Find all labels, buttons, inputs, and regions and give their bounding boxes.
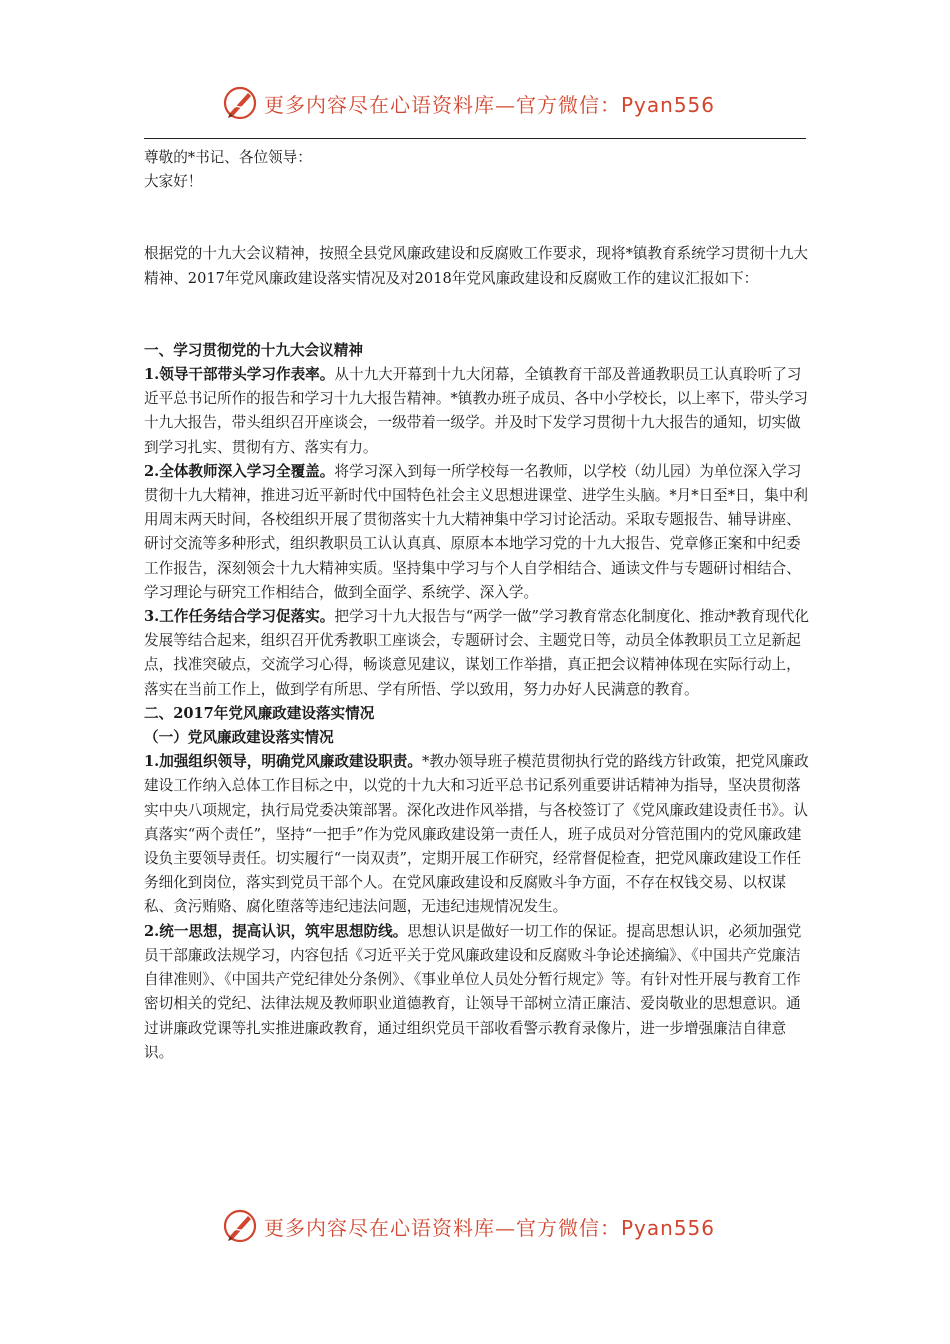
pen-logo-icon (222, 85, 258, 121)
intro-paragraph: 根据党的十九大会议精神，按照全县党风廉政建设和反腐败工作要求，现将*镇教育系统学习贯彻十九大精神、2017年党风廉政建设落实情况及对2018年党风廉政建设和反腐败工作的建议汇报如下： (144, 245, 809, 287)
paragraph-body: 将学习深入到每一所学校每一名教师，以学校（幼儿园）为单位深入学习贯彻十九大精神，推进习近平新时代中国特色社会主义思想进课堂、进学生头脑。*月*日至*日，集中利用周末两天时间，各校组织开展了贯彻落实十九大精神集中学习讨论活动。采取专题报告、辅导讲座、研讨交流等多种形式，组织教职员工认认真真、原原本本地学习党的十九大报告、党章修正案和中纪委工作报告，深刻领会十九大精神实质。坚持集中学习与个人自学相结合、通读文件与专题研讨相结合、学习理论与研究工作相结合，做到全面学、系统学、深入学。 (144, 462, 809, 601)
section-2-paragraph-2 (144, 920, 812, 1065)
banner-text: 更多内容尽在心语资料库—官方微信：Pyan556 (264, 1215, 716, 1240)
paragraph-body: *教办领导班子模范贯彻执行党的路线方针政策，把党风廉政建设工作纳入总体工作目标之中，以党的十九大和习近平总书记系列重要讲话精神为指导，坚决贯彻落实中央八项规定，执行局党委决策部署。深化改进作风举措，与各校签订了《党风廉政建设责任书》。认真落实“两个责任”，坚持“一把手”作为党风廉政建设第一责任人，班子成员对分管范围内的党风廉政建设负主要领导责任。切实履行“一岗双责”，定期开展工作研究，经常督促检查，把党风廉政建设工作任务细化到岗位，落实到党员干部个人。在党风廉政建设和反腐败斗争方面，不存在权钱交易、以权谋私、贪污贿赂、腐化堕落等违纪违法问题，无违纪违规情况发生。 (144, 753, 809, 916)
paragraph-lead: 2.统一思想，提高认识，筑牢思想防线。 (144, 922, 408, 940)
wechat-id: Pyan556 (621, 1215, 716, 1240)
header-divider (144, 138, 806, 139)
paragraph-lead: 1.加强组织领导，明确党风廉政建设职责。 (144, 753, 422, 771)
section-2-subheading: （一）党风廉政建设落实情况 (144, 729, 334, 747)
banner-text: 更多内容尽在心语资料库—官方微信：Pyan556 (264, 92, 716, 117)
section-2-heading: 二、2017年党风廉政建设落实情况 (144, 704, 375, 722)
wechat-id: Pyan556 (621, 92, 716, 117)
paragraph-body: 从十九大开幕到十九大闭幕，全镇教育干部及普通教职员工认真聆听了习近平总书记所作的报告和学习十九大报告精神。*镇教办班子成员、各中小学校长，以上率下，带头学习十九大报告，带头组织召开座谈会，一级带着一级学。并及时下发学习贯彻十九大报告的通知，切实做到学习扎实、贯彻有方、落实有力。 (144, 366, 809, 456)
document-body (144, 146, 812, 1065)
section-2-paragraph-1 (144, 750, 812, 919)
footer-banner (222, 1206, 732, 1246)
header-banner (222, 83, 732, 123)
section-1-paragraph-1 (144, 363, 812, 460)
paragraph-body: 思想认识是做好一切工作的保证。提高思想认识，必须加强党员干部廉政法规学习，内容包括《习近平关于党风廉政建设和反腐败斗争论述摘编》、《中国共产党廉洁自律准则》、《中国共产党纪律处分条例》、《事业单位人员处分暂行规定》等。有针对性开展与教育工作密切相关的党纪、法律法规及教师职业道德教育，让领导干部树立清正廉洁、爱岗敬业的思想意识。通过讲廉政党课等扎实推进廉政教育，通过组织党员干部收看警示教育录像片，进一步增强廉洁自律意识。 (144, 922, 802, 1061)
paragraph-body: 把学习十九大报告与“两学一做”学习教育常态化制度化、推动*教育现代化发展等结合起来，组织召开优秀教职工座谈会，专题研讨会、主题党日等，动员全体教职员工立足新起点，找准突破点，交流学习心得，畅谈意见建议，谋划工作举措，真正把会议精神体现在实际行动上，落实在当前工作上，做到学有所思、学有所悟、学以致用，努力办好人民满意的教育。 (144, 608, 810, 698)
paragraph-lead: 3.工作任务结合学习促落实。 (144, 608, 335, 626)
paragraph-lead: 2.全体教师深入学习全覆盖。 (144, 462, 335, 480)
section-1-paragraph-3 (144, 605, 812, 702)
salutation-line-1: 尊敬的*书记、各位领导： (144, 149, 312, 166)
salutation-line-2: 大家好！ (144, 173, 203, 191)
pen-logo-icon (222, 1208, 258, 1244)
paragraph-lead: 1.领导干部带头学习作表率。 (144, 366, 335, 384)
section-1-heading: 一、学习贯彻党的十九大会议精神 (144, 341, 363, 359)
section-1-paragraph-2 (144, 460, 812, 605)
